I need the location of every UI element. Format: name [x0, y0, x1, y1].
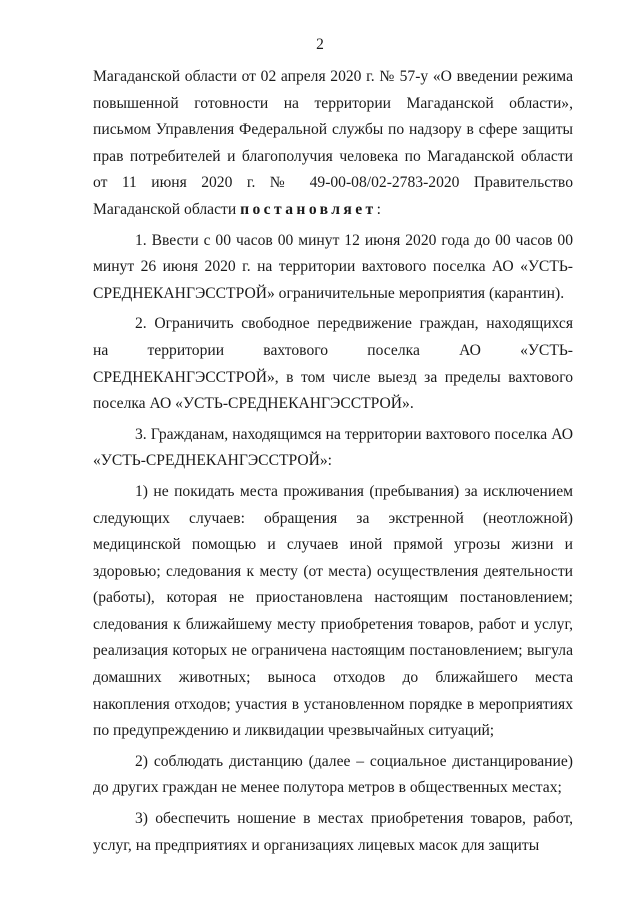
page-number: 2	[316, 36, 324, 53]
intro-paragraph	[93, 64, 573, 224]
decree-word: постановляет	[240, 200, 377, 218]
intro-colon: :	[376, 200, 381, 218]
item-3-2-paragraph: 2) соблюдать дистанцию (далее – социальное дистанцирование) до других граждан не менее полутора метров в общественных местах;	[93, 752, 573, 797]
intro-text: Магаданской области от 02 апреля 2020 г. № 57-у «О введении режима повышенной готовности на территории Магаданской области», письмом Управления Федеральной службы по надзору в сфере защиты прав потребителей и благополучия человека по Магаданской области от 11 июня 2020 г. № 49-00-08/02-2783-2020 Правительство Магаданской области	[93, 68, 573, 218]
item-3-1-paragraph: 1) не покидать места проживания (пребывания) за исключением следующих случаев: обращения за экстренной (неотложной) медицинской помощью и случаев иной прямой угрозы жизни и здоровью; следования к месту (от места) осуществления деятельности (работы), которая не приостановлена настоящим постановлением; следования к ближайшему месту приобретения товаров, работ и услуг, реализация которых не ограничена настоящим постановлением; выгула домашних животных; выноса отходов до ближайшего места накопления отходов; участия в установленном порядке в мероприятиях по предупреждению и ликвидации чрезвычайных ситуаций;	[93, 482, 573, 740]
item-2-paragraph: 2. Ограничить свободное передвижение граждан, находящихся на территории вахтового поселка АО «УСТЬ-СРЕДНЕКАНГЭССТРОЙ», в том числе выезд за пределы вахтового поселка АО «УСТЬ-СРЕДНЕКАНГЭССТРОЙ».	[93, 315, 573, 413]
item-3-3-paragraph: 3) обеспечить ношение в местах приобретения товаров, работ, услуг, на предприятиях и организациях лицевых масок для защиты	[93, 810, 573, 854]
item-3-paragraph: 3. Гражданам, находящимся на территории вахтового поселка АО «УСТЬ-СРЕДНЕКАНГЭССТРОЙ»:	[93, 425, 573, 470]
item-1-paragraph: 1. Ввести с 00 часов 00 минут 12 июня 2020 года до 00 часов 00 минут 26 июня 2020 г. на территории вахтового поселка АО «УСТЬ-СРЕДНЕКАНГЭССТРОЙ» ограничительные мероприятия (карантин).	[93, 231, 573, 302]
document-body	[93, 64, 573, 859]
